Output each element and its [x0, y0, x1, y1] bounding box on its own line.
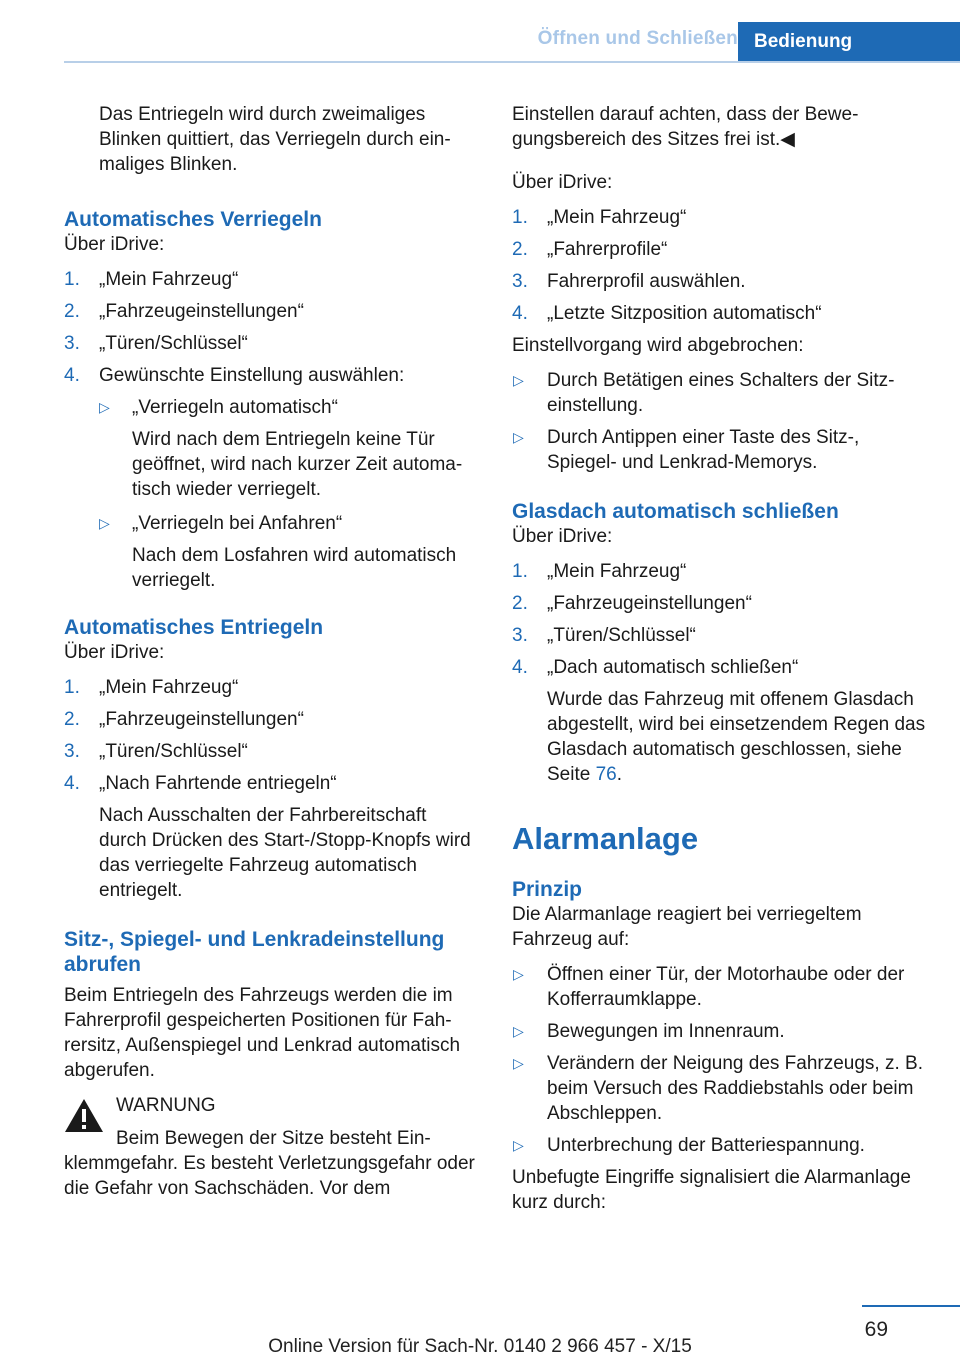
- triangle-bullet-icon: ▷: [99, 515, 110, 531]
- triangle-bullet-icon: ▷: [513, 966, 524, 982]
- roof-steps: [512, 559, 932, 787]
- list-item: [512, 368, 932, 418]
- step-number: 3.: [512, 271, 528, 292]
- header-rule: [64, 61, 960, 63]
- list-item: [512, 301, 932, 326]
- triangle-bullet-icon: ▷: [513, 372, 524, 388]
- abort-lead: Einstellvorgang wird abgebrochen:: [512, 335, 804, 356]
- right-column: [512, 102, 932, 1225]
- step-text: „Fahrzeugeinstellungen“: [99, 709, 304, 730]
- warning-continuation: Einstellen darauf achten, dass der Bewegungsbereich des Sitzes frei ist.◀: [512, 104, 859, 150]
- heading-glass-roof: Glasdach automatisch schließen: [512, 500, 839, 523]
- list-item: [99, 511, 478, 593]
- step-number: 2.: [64, 709, 80, 730]
- step-text: „Mein Fahrzeug“: [547, 561, 687, 582]
- list-item: [64, 363, 478, 593]
- roof-lead: Über iDrive:: [512, 526, 613, 547]
- bullet-text: Bewegungen im Innenraum.: [547, 1021, 785, 1042]
- list-item: [512, 1019, 932, 1044]
- warning-triangle-icon: [64, 1097, 104, 1133]
- step-number: 2.: [64, 301, 80, 322]
- step-text: „Türen/Schlüssel“: [99, 741, 248, 762]
- warning-label: WARNUNG: [116, 1095, 216, 1116]
- step-text: „Fahrzeugeinstellungen“: [547, 593, 752, 614]
- step-text: „Fahrzeugeinstellungen“: [99, 301, 304, 322]
- triangle-bullet-icon: ▷: [513, 1055, 524, 1071]
- list-item: [512, 559, 932, 584]
- page-header: [0, 0, 960, 64]
- step-number: 1.: [512, 561, 528, 582]
- bullet-text: Durch Antippen einer Taste des Sitz-, Spiegel- und Lenkrad-Memorys.: [547, 427, 860, 473]
- step-text: „Mein Fahrzeug“: [99, 269, 239, 290]
- step-text: „Letzte Sitzposition automatisch“: [547, 303, 822, 324]
- heading-seat-recall: Sitz-, Spiegel- und Lenkradeinstellung abrufen: [64, 928, 445, 976]
- list-item: [512, 237, 932, 262]
- seat-steps: [512, 205, 932, 326]
- step-number: 4.: [64, 773, 80, 794]
- footer-text: Online Version für Sach-Nr. 0140 2 966 457 - X/15: [268, 1336, 692, 1357]
- list-item: [512, 269, 932, 294]
- step-number: 3.: [64, 741, 80, 762]
- heading-alarm-system: Alarmanlage: [512, 821, 699, 856]
- auto-lock-lead: Über iDrive:: [64, 234, 165, 255]
- triangle-bullet-icon: ▷: [99, 399, 110, 415]
- step-text: „Türen/Schlüssel“: [547, 625, 696, 646]
- header-chapter-tab: Bedienung: [738, 22, 960, 62]
- triangle-bullet-icon: ▷: [513, 429, 524, 445]
- step-number: 1.: [64, 269, 80, 290]
- roof-desc-text: Wurde das Fahrzeug mit offenem Glasdach abgestellt, wird bei einsetzendem Regen das Glasdach automatisch geschlossen, siehe Seite: [547, 689, 926, 785]
- list-item: [64, 739, 478, 764]
- page-number: 69: [864, 1318, 888, 1341]
- intro-text: Das Entriegeln wird durch zweimaliges Blinken quittiert, das Verriegeln durch einmaliges Blinken.: [99, 104, 451, 175]
- list-item: [64, 771, 478, 903]
- heading-principle: Prinzip: [512, 878, 583, 901]
- list-item: [64, 675, 478, 700]
- step-number: 4.: [512, 303, 528, 324]
- period: .: [616, 764, 623, 785]
- list-item: [99, 395, 478, 502]
- step-number: 1.: [512, 207, 528, 228]
- alarm-triggers: [512, 962, 932, 1158]
- bullet-text: Durch Betätigen eines Schalters der Sitzeinstellung.: [547, 370, 895, 416]
- list-item: [64, 299, 478, 324]
- list-item: [512, 1133, 932, 1158]
- seat-lead: Über iDrive:: [512, 172, 613, 193]
- bullet-text: Öffnen einer Tür, der Motorhaube oder der Kofferraumklappe.: [547, 964, 905, 1010]
- abort-list: [512, 368, 932, 475]
- auto-lock-steps: [64, 267, 478, 593]
- step-text: „Nach Fahrtende entriegeln“: [99, 773, 337, 794]
- alarm-lead: Die Alarmanlage reagiert bei verriegeltem Fahrzeug auf:: [512, 904, 862, 950]
- lock-options: [99, 395, 478, 593]
- step-text: „Dach automatisch schließen“: [547, 657, 799, 678]
- warning-box: [64, 1093, 478, 1118]
- step-number: 1.: [64, 677, 80, 698]
- auto-unlock-steps: [64, 675, 478, 903]
- step-desc: [547, 687, 932, 787]
- step-text: „Mein Fahrzeug“: [99, 677, 239, 698]
- page-reference-link[interactable]: 76: [595, 764, 617, 785]
- triangle-bullet-icon: ▷: [513, 1137, 524, 1153]
- seat-recall-text: Beim Entriegeln des Fahrzeugs werden die im Fahrerprofil gespeicherten Positionen für Fahrersitz, Außenspiegel und Lenkrad automatisch abgerufen.: [64, 985, 461, 1081]
- option-title: „Verriegeln bei Anfahren“: [132, 513, 343, 534]
- list-item: [512, 205, 932, 230]
- step-text: Fahrerprofil auswählen.: [547, 271, 746, 292]
- step-number: 3.: [512, 625, 528, 646]
- header-section-title: Öffnen und Schließen: [537, 28, 738, 49]
- step-number: 2.: [512, 239, 528, 260]
- list-item: [64, 331, 478, 356]
- step-desc: Nach Ausschalten der Fahrbereitschaft durch Drücken des Start-/Stopp-Knopfs wird das verriegelte Fahrzeug automatisch entriegelt.: [99, 805, 471, 901]
- list-item: [512, 591, 932, 616]
- triangle-bullet-icon: ▷: [513, 1023, 524, 1039]
- left-column: [64, 102, 478, 1201]
- list-item: [512, 962, 932, 1012]
- option-desc: Nach dem Losfahren wird automatisch verriegelt.: [132, 545, 457, 591]
- heading-auto-unlock: Automatisches Entriegeln: [64, 616, 324, 639]
- list-item: [512, 655, 932, 787]
- page-number-rule: [862, 1305, 960, 1307]
- step-text: „Türen/Schlüssel“: [99, 333, 248, 354]
- list-item: [64, 707, 478, 732]
- option-title: „Verriegeln automatisch“: [132, 397, 338, 418]
- list-item: [512, 425, 932, 475]
- step-text: Gewünschte Einstellung auswählen:: [99, 365, 405, 386]
- step-text: „Mein Fahrzeug“: [547, 207, 687, 228]
- list-item: [64, 267, 478, 292]
- bullet-text: Unterbrechung der Batteriespannung.: [547, 1135, 865, 1156]
- step-text: „Fahrerprofile“: [547, 239, 668, 260]
- auto-unlock-lead: Über iDrive:: [64, 642, 165, 663]
- list-item: [512, 1051, 932, 1126]
- step-number: 4.: [512, 657, 528, 678]
- step-number: 3.: [64, 333, 80, 354]
- bullet-text: Verändern der Neigung des Fahrzeugs, z. B. beim Versuch des Raddiebstahls oder beim Abschleppen.: [547, 1053, 924, 1124]
- heading-auto-lock: Automatisches Verriegeln: [64, 208, 322, 231]
- step-number: 4.: [64, 365, 80, 386]
- step-number: 2.: [512, 593, 528, 614]
- option-desc: Wird nach dem Entriegeln keine Tür geöffnet, wird nach kurzer Zeit automatisch wieder verriegelt.: [132, 429, 463, 500]
- list-item: [512, 623, 932, 648]
- warning-text: Beim Bewegen der Sitze besteht Einklemmgefahr. Es besteht Verletzungsgefahr oder die Gefahr von Sachschäden. Vor dem: [64, 1128, 475, 1199]
- alarm-closing: Unbefugte Eingriffe signalisiert die Alarmanlage kurz durch:: [512, 1167, 911, 1213]
